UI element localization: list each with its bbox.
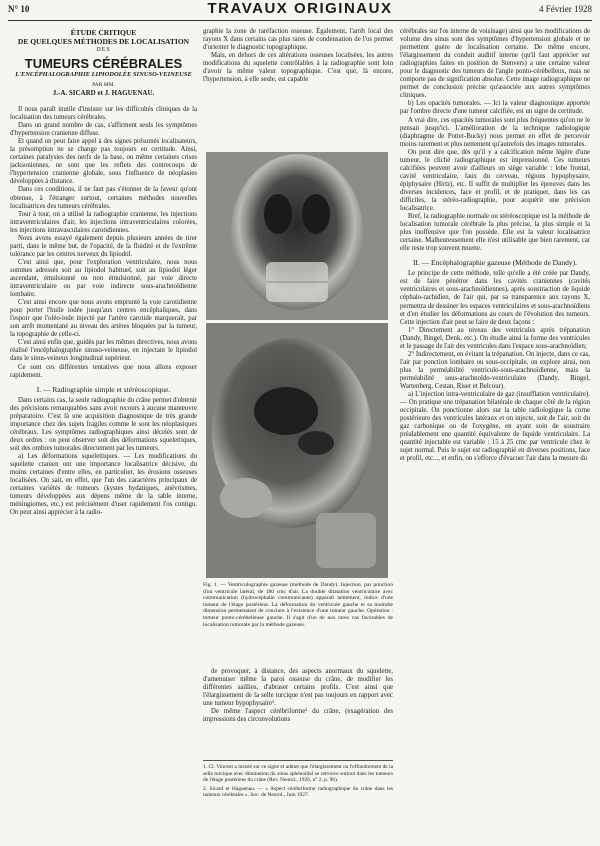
paragraph: De même l'aspect cérébriforme² du crâne, (exagération des impressions des circonvolutions xyxy=(203,708,393,724)
section-heading-1: I. — Radiographie simple et stéréoscopique. xyxy=(36,384,171,394)
paragraph: Mais, en dehors de ces altérations osseuses localisées, les autres modifications du squelette contrôlables à la radiographie sont loin d'avoir la même valeur topographique. C'est que, là encore, l'hypertension, à elle seule, est capable xyxy=(203,52,393,84)
paragraph: b) Les opacités tumorales. — Ici la valeur diagnostique apportée par l'ombre directe d'une tumeur calcifiée, est un signe de certitude. xyxy=(400,100,590,116)
paragraph: C'est ainsi enfin que, guidés par les mêmes directives, nous avons réalisé l'encéphalographie sinuso-veineuse, en injectant le lipiodol dans le sinus-veineux longitudinal supérieur. xyxy=(10,339,197,363)
footnote: 2. Sicard et Haguenau. — « Aspect cérébriforme radiographique du crâne dans les tumeurs cérébrales ». Soc. de Neurol., Juin 1927. xyxy=(203,785,393,798)
footnotes xyxy=(203,760,393,801)
title-line-2: DE QUELQUES MÉTHODES DE LOCALISATION xyxy=(17,37,190,46)
header-rule xyxy=(8,20,592,21)
section-heading-2: II. — Encéphalographie gazeuse (Méthode de Dandy). xyxy=(412,258,578,268)
paragraph: a) Les déformations squelettiques. — Les modifications du squelette cranien ont une importance localisatrice décisive, du moins certaines d'entre elles, en particulier, les érosions osseuses localisées. On sait, en effet, que l'un des caractères principaux de certaines variétés de tumeurs (kystes hydatiques, anévrismes, tumeurs développées aux dépens même de la table interne, méningiomes, etc.) est précisément d'user rapidement l'os contigu. On peut ainsi apprécier à la radio- xyxy=(10,452,197,517)
figure-caption: Fig. 1. — Ventriculographie gazeuse (méthode de Dandy). Injection, par ponction d'un ventricule latéral, de 180 cmc d'air. La double dilatation ventriculaire avec communication (hydrocéphalie communicante) apparaît nettement, indice d'une tumeur de l'étage postérieur. La déformation du ventricule gauche et sa moindre dimension permettaient de conclure à l'existence d'une tumeur gauche. Opération : tumeur ponto-cérébelleuse gauche. Il s'agit d'un de nos rares cas favorables de localisation tumorale par la méthode gazeuse. xyxy=(203,582,393,628)
xray-skull-frontal-image xyxy=(206,152,388,320)
running-header xyxy=(0,0,600,22)
paragraph: Ce sont ces différentes tentatives que nous allons exposer rapidement. xyxy=(10,363,197,379)
column-3 xyxy=(400,28,590,842)
paragraph: C'est ainsi que, pour l'exploration ventriculaire, nous nous sommes adressés soit au lipiodol habituel, soit au lipiodol léger ascendant, émulsionné ou non émulsionné, par voie directe intraventriculaire ou par voie indirecte sous-arachnoïdienne lombaire. xyxy=(10,258,197,299)
xray-frontal-graphic xyxy=(206,152,388,320)
paragraph: a) L'injection intra-ventriculaire de gaz (insufflation ventriculaire). — On pratique une trépanation bilatérale de chaque côté de la région occipitale. On ponctionne alors sur la table radiologique la corne postérieure des ventricules latéraux et on injecte, soit de l'air, soit du gaz carbonique ou de l'oxygène, en ayant soin de soustraire préalablement une quantité équivalente de liquide ventriculaire. La quantité injectable est variable : 15 à 25 cmc par ventricule chez le sujet normal. Puis le sujet est radiographié en diverses positions, face et profil, etc..., et enfin, on s'efforce d'évacuer l'air dans la mesure du xyxy=(400,391,590,463)
paragraph: Dans un grand nombre de cas, s'affirment seuls les symptômes d'hypertension cranienne diffuse. xyxy=(10,122,197,138)
issue-number: N° 10 xyxy=(8,4,30,14)
paragraph: graphie la zone de raréfaction osseuse. Également, l'arrêt local des rayons X dans certains cas plus rares de condensation de l'os permet d'orienter le diagnostic topographique. xyxy=(203,28,393,52)
paragraph: Dans certains cas, la seule radiographie du crâne permet d'obtenir des précisions remarquables sans avoir recours à aucune manœuvre préparatoire. C'est là une acquisition diagnostique de très grande importance chez des sujets fragiles comme le sont les néoplasiques cérébraux. Les symptômes radiographiques ainsi décelés sont de deux ordres : on peut observer soit des déformations squelettiques, soit des ombres tumorales directement par les tumeurs. xyxy=(10,396,197,452)
article-main-title: TUMEURS CÉRÉBRALES xyxy=(24,56,183,71)
title-line-3: DES xyxy=(96,47,111,53)
paragraph: 1° Directement au niveau des ventricules après trépanation (Dandy, Bingel, Denk, etc.). On étudie ainsi la forme des ventricules et le passage de l'air des ventricules dans l'espace sous-arachnoïdien; xyxy=(400,326,590,350)
xray-skull-lateral-image xyxy=(206,323,388,578)
paragraph: Il nous paraît inutile d'insister sur les difficultés cliniques de la localisation des tumeurs cérébrales. xyxy=(10,106,197,122)
paragraph: cérébrales sur l'os interne de voisinage) ainsi que les modifications de volume des sinus sont des symptômes d'hypertension globale et ne permettent guère de localisation certaine. De même encore, l'élargissement du conduit auditif interne (qu'il faut apprécier sur radiographies faites en position de Stenvers) a une certaine valeur pour le diagnostic des tumeurs de l'angle ponto-cérébelleux, mais ne comporte pas de signification absolue. Cette image radiographique ne permet de conclusion précise qu'associée aux autres symptômes cliniques. xyxy=(400,28,590,100)
paragraph: Nous avons essayé également depuis plusieurs années de tirer parti, dans le même but, de l'opacité, de la fluidité et de l'extrême tolérance par les centres nerveux du lipiodol. xyxy=(10,234,197,258)
footnote: 1. Cl. Vincent a insisté sur ce signe et admet que l'élargissement ou l'effondrement de la selle turcique avec diminution du sinus sphénoïdal se retrouve surtout dans les tumeurs de l'étage postérieur du crâne (Rev. Neurol., 1926, n° 2, p. 96). xyxy=(203,764,393,783)
column-2-continued xyxy=(203,668,393,724)
paragraph: Dans ces conditions, il ne faut pas s'étonner de la faveur qu'ont obtenue, à l'étranger surtout, certaines méthodes nouvelles localisatrices des tumeurs cérébrales. xyxy=(10,186,197,210)
paragraph: Et quand on peut faire appel à des signes présumés localisateurs, la présomption ne se change pas toujours en certitude. Ainsi, certaines paralysies des nerfs de la base, ou même certaines crises jacksoniennes, ne sont que les reflets des contrecoups de l'hypertension cranienne globale, sous l'influence de néoplasies développées à distance. xyxy=(10,138,197,186)
issue-date: 4 Février 1928 xyxy=(539,4,592,14)
title-line-1: ÉTUDE CRITIQUE xyxy=(70,28,137,37)
xray-lateral-graphic xyxy=(206,323,388,578)
paragraph: de provoquer, à distance, des aspects anormaux du squelette, d'amenuiser même la paroi osseuse du crâne, de modifier les différentes saillies, d'abraser certains profils. C'est ainsi que l'élargissement de la selle turcique n'est pas toujours en rapport avec une tumeur hypophysaire¹. xyxy=(203,668,393,708)
paragraph: Tour à tour, on a utilisé la radiographie cranienne, les injections intraventriculaires d'air, les injections intraventriculaires colorées, les injections intravasculaires carotidiennes. xyxy=(10,210,197,234)
article-title-block xyxy=(10,28,197,98)
journal-section-title: TRAVAUX ORIGINAUX xyxy=(207,0,393,17)
paragraph: 2° Indirectement, en évitant la trépanation. On injecte, dans ce cas, l'air par ponction lombaire ou sous-occipitale, on explore ainsi, non plus la perméabilité ventriculo-sous-arachnoïdienne, mais la perméabilité sous-arachnoïdo-ventriculaire (Dandy, Bingel, Wartenberg, Cestan, Riser et Belcour). xyxy=(400,350,590,390)
paragraph: C'est ainsi encore que nous avons emprunté la voie carotidienne pour porter l'huile iodée jusqu'aux centres encéphaliques, dans l'espoir que l'oléo-iode injecté par l'artère carotide marquerait, par son arrêt momentané au niveau des artères bloquées par la tumeur, la topographie de celle-ci. xyxy=(10,299,197,339)
authors: J.-A. SICARD et J. HAGUENAU. xyxy=(52,89,155,97)
paragraph: On peut dire que, dès qu'il y a calcification même légère d'une tumeur, le cliché radiographique est impressionné. Ces tumeurs calcifiées peuvent avoir d'ailleurs un siège variable : lobe frontal, cavité ventriculaire, faux du cerveau, régions hypophysaire, épiphysaire (Hirtz), etc. Il suffit de multiplier les épreuves dans les diverses incidences, face et profil, et de pratiquer, dans les cas difficiles, la stéréo-radiographie, pour acquérir une précision localisatrice. xyxy=(400,148,590,213)
byline-prefix: PAR MM. xyxy=(92,82,115,88)
paragraph: Le principe de cette méthode, telle qu'elle a été créée par Dandy, est de faire pénétrer dans les cavités craniennes (cavités ventriculaires et sous-arachnoïdiennes), après soustraction de liquide céphalo-rachidien, de l'air qui, par sa transparence aux rayons X, permettra de dessiner les espaces ventriculaires et sous-arachnoïdiens et d'en étudier les déformations au cours de l'évolution des tumeurs. Cette injection d'air peut se faire de deux façons : xyxy=(400,270,590,326)
article-subtitle: L'ENCÉPHALOGRAPHIE LIPIODOLÉE SINUSO-VEINEUSE xyxy=(15,71,192,78)
paragraph: Bref, la radiographie normale ou stéréoscopique est la méthode de localisation tumorale cérébrale la plus précise, la plus simple et la plus inoffensive que l'on possède. Elle est la valeur localisatrice certaine. Malheureusement elle n'est utilisable que bien rarement, car elle reste trop souvent muette. xyxy=(400,213,590,253)
paragraph: A vrai dire, ces opacités tumorales sont plus fréquentes qu'on ne le pensait jusqu'ici. L'amélioration de la technique radiologique (diaphragme de Potter-Bucky) nous permet en effet de percevoir moins rarement et plus nettement qu'autrefois des images tumorales. xyxy=(400,116,590,148)
column-1 xyxy=(10,28,197,842)
